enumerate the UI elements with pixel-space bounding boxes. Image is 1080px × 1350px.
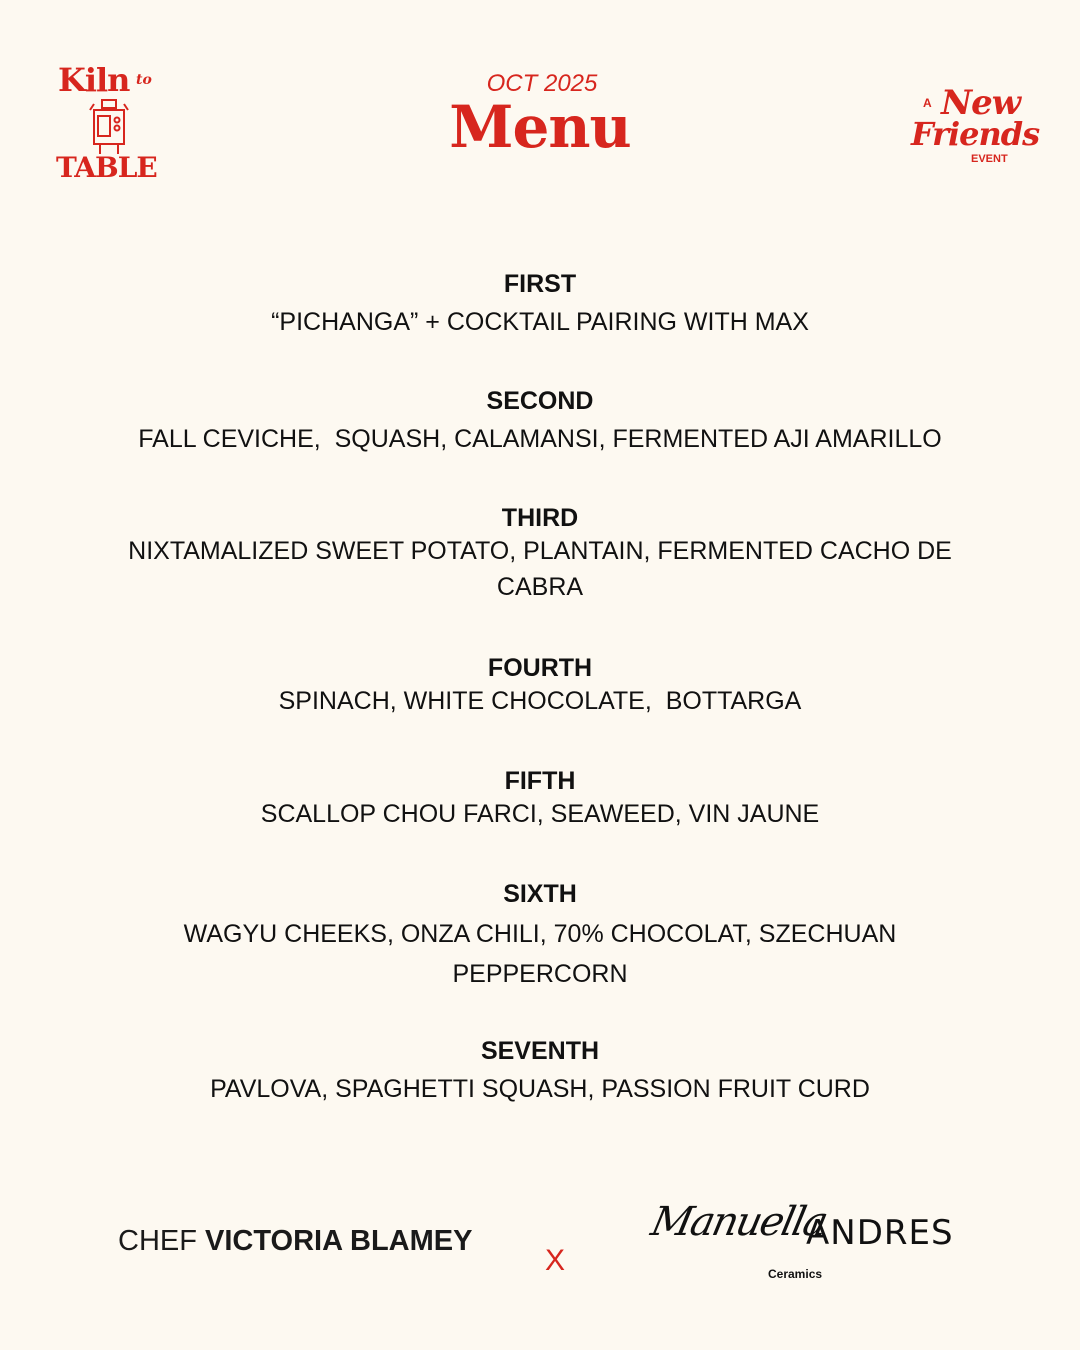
manuella-andres-ceramics-logo: [647, 1199, 960, 1290]
course-title: THIRD: [501, 504, 579, 532]
logo-friends-word: Friends: [911, 115, 1040, 153]
course-title: SIXTH: [503, 880, 577, 908]
course-description: WAGYU CHEEKS, ONZA CHILI, 70% CHOCOLAT, SZECHUAN PEPPERCORN: [183, 920, 904, 988]
course-title: FIFTH: [504, 767, 576, 795]
logo-new-word: New: [941, 83, 1020, 123]
course-third: [60, 503, 1020, 605]
logo-kiln-word: Kiln: [58, 61, 130, 99]
course-title: SEVENTH: [480, 1037, 600, 1065]
course-title: SECOND: [486, 387, 594, 415]
course-description: NIXTAMALIZED SWEET POTATO, PLANTAIN, FERMENTED CACHO DE CABRA: [128, 537, 959, 601]
logo-a-word: A: [923, 96, 932, 110]
chef-prefix: CHEF: [118, 1225, 205, 1257]
course-first: [60, 269, 1020, 340]
maker-signature: Manuella: [647, 1199, 831, 1245]
course-fourth: [60, 653, 1020, 719]
logo-event-word: EVENT: [971, 153, 1008, 165]
course-seventh: [60, 1036, 1020, 1107]
maker-name: ANDRES: [806, 1213, 954, 1253]
menu-title: Menu: [449, 93, 631, 161]
course-description: FALL CEVICHE, SQUASH, CALAMANSI, FERMENTED AJI AMARILLO: [138, 425, 942, 453]
new-friends-event-logo: [905, 83, 1040, 170]
course-sixth: [60, 879, 1020, 994]
chef-name: VICTORIA BLAMEY: [205, 1225, 473, 1257]
logo-to-word: to: [136, 72, 152, 88]
course-second: [60, 386, 1020, 457]
course-fifth: [60, 766, 1020, 832]
logo-table-word: TABLE: [56, 151, 157, 184]
course-description: SPINACH, WHITE CHOCOLATE, BOTTARGA: [278, 687, 802, 715]
chef-credit: [118, 1225, 472, 1258]
course-title: FIRST: [503, 270, 577, 298]
course-description: PAVLOVA, SPAGHETTI SQUASH, PASSION FRUIT CURD: [210, 1075, 870, 1103]
course-description: “PICHANGA” + COCKTAIL PAIRING WITH MAX: [271, 308, 809, 336]
menu-date: OCT 2025: [486, 70, 598, 97]
collab-x: X: [545, 1244, 566, 1277]
course-title: FOURTH: [487, 654, 593, 682]
course-description: SCALLOP CHOU FARCI, SEAWEED, VIN JAUNE: [260, 800, 820, 828]
maker-subtitle: Ceramics: [768, 1267, 823, 1281]
